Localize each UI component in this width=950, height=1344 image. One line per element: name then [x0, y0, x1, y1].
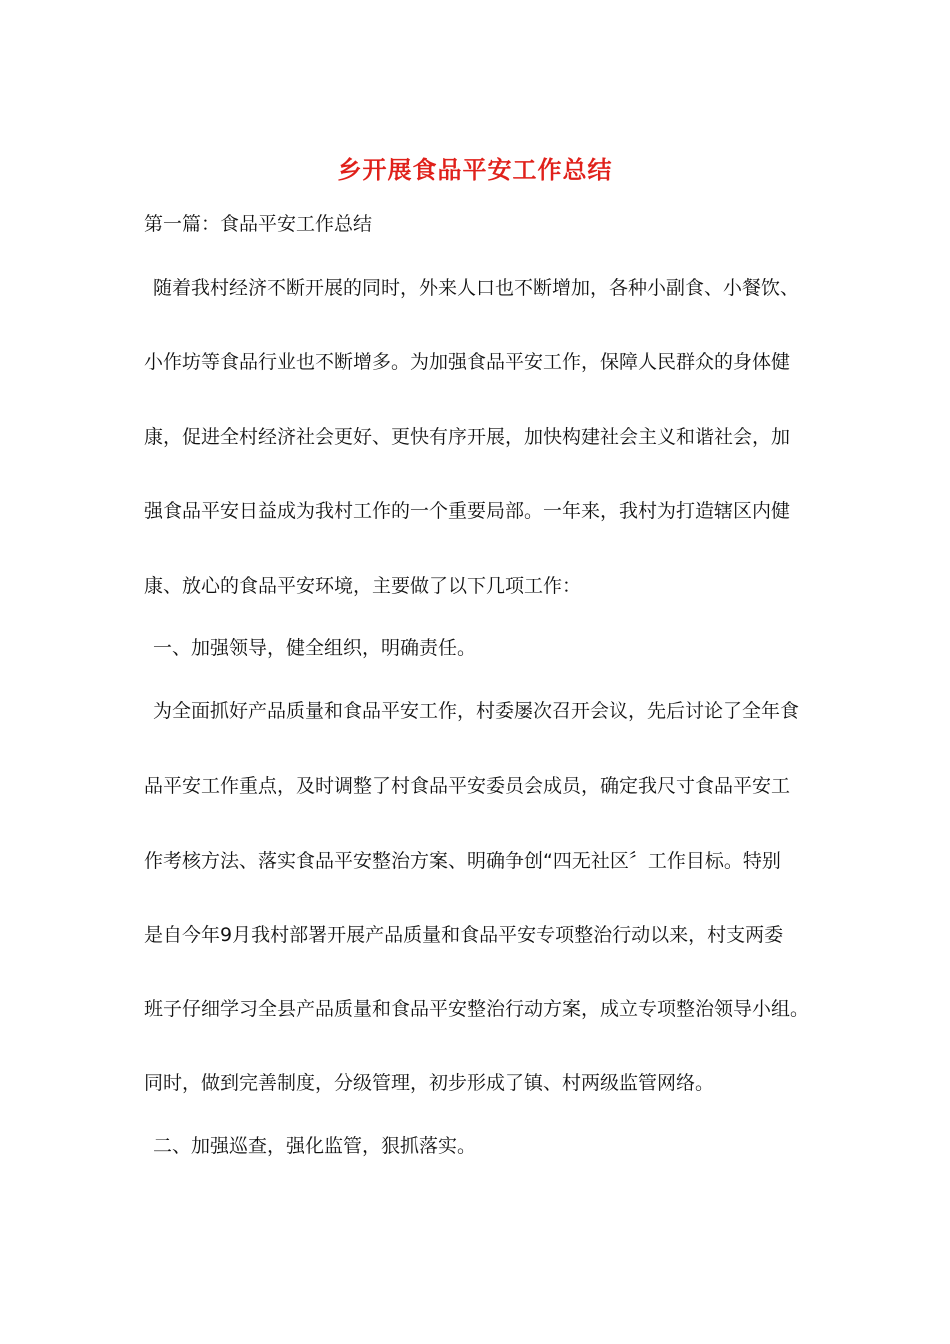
paragraph-line: 作考核方法、落实食品平安整治方案、明确争创“四无社区〞工作目标。特别 — [144, 850, 781, 872]
paragraph-line: 随着我村经济不断开展的同时，外来人口也不断增加，各种小副食、小餐饮、 — [153, 277, 800, 299]
paragraph-line: 品平安工作重点，及时调整了村食品平安委员会成员，确定我尺寸食品平安工 — [144, 775, 791, 797]
document-title: 乡开展食品平安工作总结 — [337, 156, 613, 184]
paragraph-line: 康、放心的食品平安环境，主要做了以下几项工作： — [144, 575, 582, 597]
paragraph-line: 康，促进全村经济社会更好、更快有序开展，加快构建社会主义和谐社会，加 — [144, 426, 791, 448]
paragraph-line: 小作坊等食品行业也不断增多。为加强食品平安工作，保障人民群众的身体健 — [144, 351, 791, 373]
paragraph-line: 强食品平安日益成为我村工作的一个重要局部。一年来，我村为打造辖区内健 — [144, 500, 791, 522]
paragraph-line: 是自今年9月我村部署开展产品质量和食品平安专项整治行动以来，村支两委 — [144, 924, 784, 946]
paragraph-line: 为全面抓好产品质量和食品平安工作，村委屡次召开会议，先后讨论了全年食 — [153, 700, 800, 722]
paragraph-line: 同时，做到完善制度，分级管理，初步形成了镇、村两级监管网络。 — [144, 1072, 715, 1094]
section-subtitle: 第一篇：食品平安工作总结 — [144, 213, 373, 235]
section-heading: 二、加强巡查，强化监管，狠抓落实。 — [153, 1135, 477, 1157]
section-heading: 一、加强领导，健全组织，明确责任。 — [153, 637, 477, 659]
paragraph-line: 班子仔细学习全县产品质量和食品平安整治行动方案，成立专项整治领导小组。 — [144, 998, 810, 1020]
